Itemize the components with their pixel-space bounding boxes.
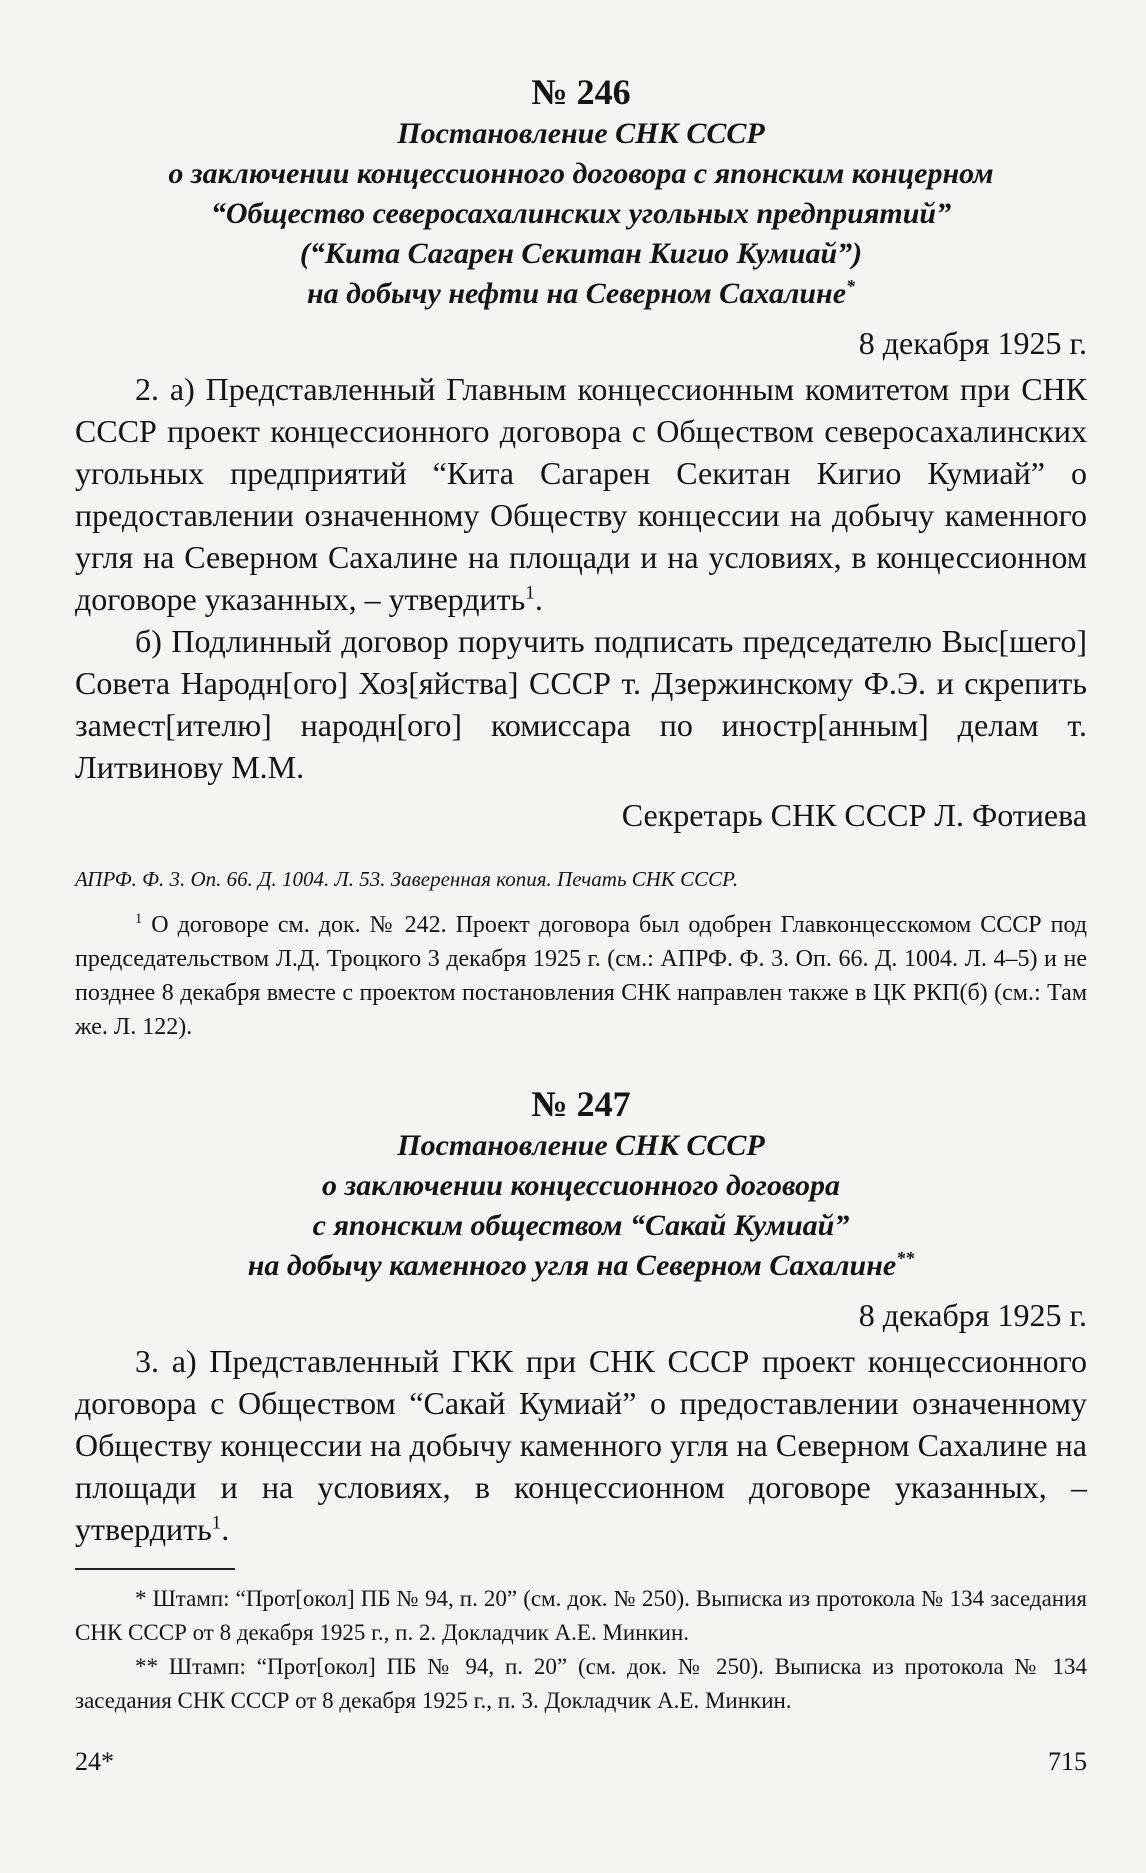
doc-246-title-line-3: “Общество северосахалинских угольных предприятий” (210, 197, 952, 230)
doc-247-title-footnote-mark: ** (896, 1248, 915, 1268)
section-spacer (75, 1044, 1087, 1082)
doc-247-paragraph-a-end: . (221, 1511, 230, 1547)
doc-247-title-line-2: о заключении концессионного договора (322, 1169, 840, 1202)
doc-246-title-line-5-text: на добычу нефти на Северном Сахалине (306, 277, 847, 310)
bottom-note-2-text: Штамп: “Прот[окол] ПБ № 94, п. 20” (см. док. № 250). Выписка из протокола № 134 заседания СНК СССР от 8 декабря 1925 г., п. 3. Докладчик А.Е. Минкин. (75, 1654, 1087, 1713)
page-number: 715 (1048, 1747, 1087, 1776)
doc-247-title-line-3: с японским обществом “Сакай Кумиай” (312, 1209, 850, 1242)
bottom-note-1-text: Штамп: “Прот[окол] ПБ № 94, п. 20” (см. док. № 250). Выписка из протокола № 134 заседания СНК СССР от 8 декабря 1925 г., п. 2. Докладчик А.Е. Минкин. (75, 1586, 1087, 1645)
doc-247-date: 8 декабря 1925 г. (858, 1297, 1087, 1333)
doc-247-title-line-1: Постановление СНК СССР (397, 1129, 765, 1162)
doc-247-number: № 247 (531, 1084, 631, 1124)
doc-246-title-footnote-mark: * (846, 276, 856, 296)
doc-246-title-line-5 (75, 274, 1087, 314)
doc-246-paragraph-b: б) Подлинный договор поручить подписать председателю Выс[шего] Совета Народн[ого] Хоз[яйства] СССР т. Дзержинскому Ф.Э. и скрепить замест[ителю] народн[ого] комиссара по иностр[анным] делам т. Литвинову М.М. (75, 623, 1087, 785)
doc-247-paragraph-a-text: 3. а) Представленный ГКК при СНК СССР проект концессионного договора с Обществом “Сакай Кумиай” о предоставлении означенному Обществу концессии на добычу каменного угля на Северном Сахалине на площади и на условиях, в концессионном договоре указанных, – утвердить (75, 1343, 1087, 1547)
doc-246-date: 8 декабря 1925 г. (858, 325, 1087, 361)
bottom-note-2-mark: ** (135, 1654, 158, 1679)
footnote-divider (75, 1568, 235, 1570)
doc-247-title-line-4 (75, 1246, 1087, 1286)
doc-246-paragraph-a (75, 368, 1087, 620)
doc-246-paragraph-a-note-mark: 1 (525, 582, 535, 604)
doc-246-title-line-4: (“Кита Сагарен Секитан Кигио Кумиай”) (299, 237, 863, 270)
doc-246-paragraph-a-end: . (534, 581, 543, 617)
doc-246-footnote-text: О договоре см. док. № 242. Проект договора был одобрен Главконцесскомом СССР под председательством Л.Д. Троцкого 3 декабря 1925 г. (см.: АПРФ. Ф. 3. Оп. 66. Д. 1004. Л. 4–5) и не позднее 8 декабря вместе с проектом постановления СНК направлен также в ЦК РКП(б) (см.: Там же. Л. 122). (75, 912, 1088, 1040)
doc-246-number: № 246 (531, 72, 631, 112)
doc-246-footnote (75, 908, 1087, 1044)
signature-mark: 24* (75, 1747, 114, 1776)
doc-246-paragraph-a-text: 2. а) Представленный Главным концессионным комитетом при СНК СССР проект концессионного договора с Обществом северосахалинских угольных предприятий “Кита Сагарен Секитан Кигио Кумиай” о предоставлении означенному Обществу концессии на добычу каменного угля на Северном Сахалине на площади и на условиях, в концессионном договоре указанных, – утвердить (75, 371, 1087, 617)
bottom-note-1-mark: * (135, 1586, 147, 1611)
doc-246-signature: Секретарь СНК СССР Л. Фотиева (621, 797, 1087, 833)
bottom-note-2 (75, 1650, 1087, 1718)
bottom-note-1 (75, 1582, 1087, 1650)
doc-247-paragraph-a (75, 1340, 1087, 1550)
doc-246-title-line-2: о заключении концессионного договора с японским концерном (168, 157, 994, 190)
doc-247-paragraph-a-note-mark: 1 (211, 1512, 222, 1534)
doc-247-title-line-4-text: на добычу каменного угля на Северном Сахалине (247, 1249, 897, 1282)
page-content (75, 70, 1087, 1718)
doc-246-title-line-1: Постановление СНК СССР (397, 117, 765, 150)
doc-246-footnote-mark: 1 (135, 911, 143, 927)
doc-246-archive-reference: АПРФ. Ф. 3. Оп. 66. Д. 1004. Л. 53. Заверенная копия. Печать СНК СССР. (75, 867, 739, 891)
